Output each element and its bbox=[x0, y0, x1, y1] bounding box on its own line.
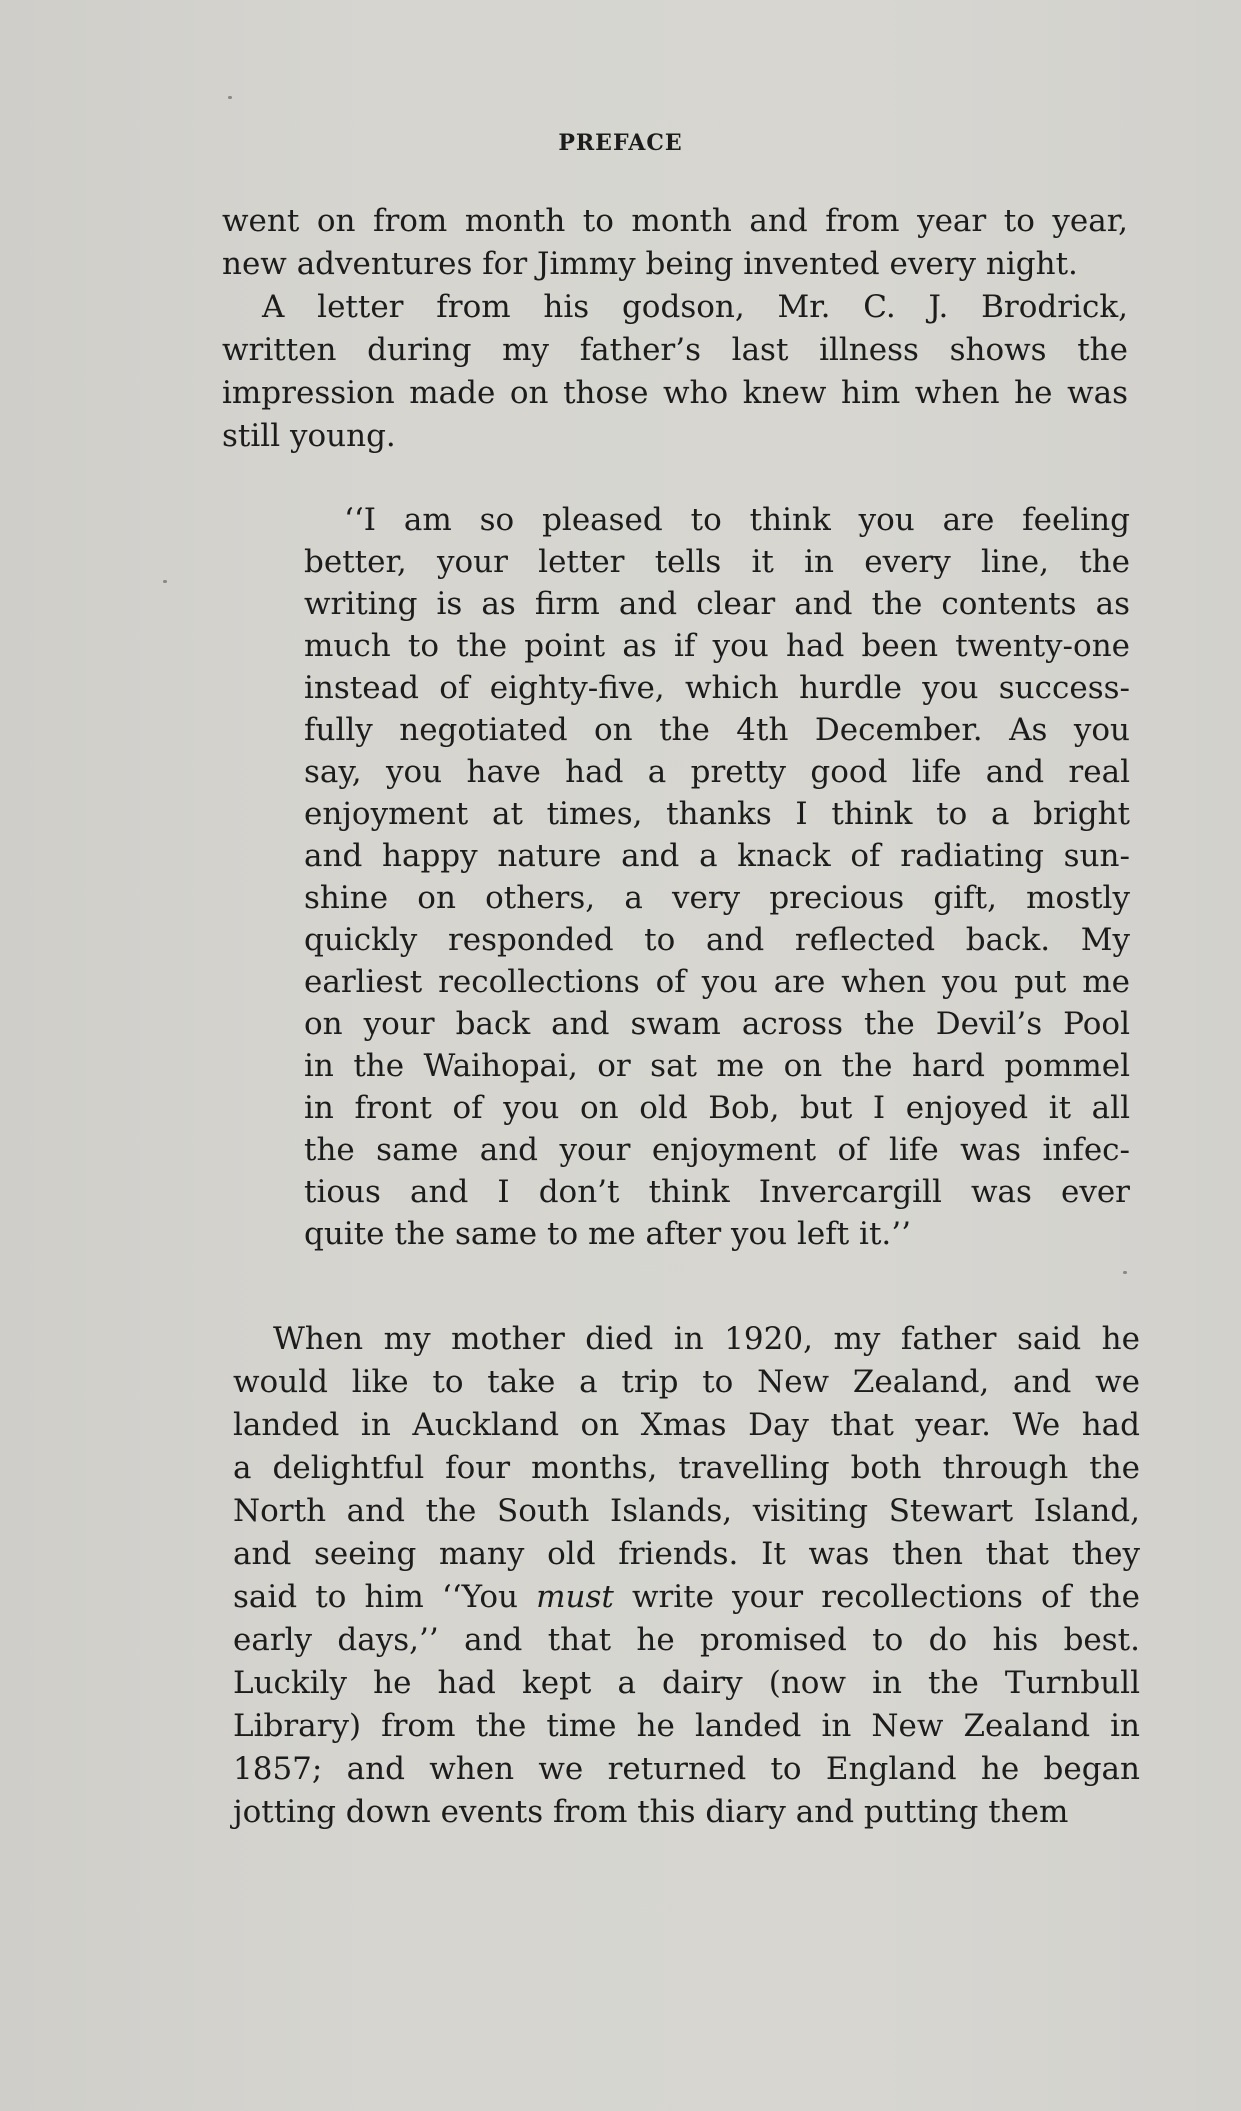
text-line: jotting down events from this diary and putting them bbox=[233, 1794, 1069, 1830]
quote-line: on your back and swam across the Devil’s Pool bbox=[304, 1006, 1130, 1042]
text-line: 1857; and when we returned to England he began bbox=[233, 1751, 1140, 1787]
quote-line: ‘‘I am so pleased to think you are feeling bbox=[344, 502, 1130, 538]
quote-line: instead of eighty-five, which hurdle you success- bbox=[304, 670, 1130, 706]
quote-line: shine on others, a very precious gift, mostly bbox=[304, 880, 1130, 916]
emphasis-text: must bbox=[536, 1579, 614, 1615]
text-line: early days,’’ and that he promised to do his best. bbox=[233, 1622, 1140, 1658]
page-speck bbox=[163, 580, 167, 583]
quote-line: fully negotiated on the 4th December. As you bbox=[304, 712, 1130, 748]
quote-line: quickly responded to and reflected back. My bbox=[304, 922, 1130, 958]
quote-line: the same and your enjoyment of life was infec- bbox=[304, 1132, 1130, 1168]
text-line: and seeing many old friends. It was then that they bbox=[233, 1536, 1140, 1572]
quote-line: better, your letter tells it in every line, the bbox=[304, 544, 1130, 580]
text-line: North and the South Islands, visiting Stewart Island, bbox=[233, 1493, 1140, 1529]
quote-line: in front of you on old Bob, but I enjoyed it all bbox=[304, 1090, 1130, 1126]
page-speck bbox=[1123, 1271, 1127, 1274]
page-speck bbox=[228, 96, 232, 99]
text-line: written during my father’s last illness shows the bbox=[222, 332, 1128, 368]
text-line bbox=[233, 1576, 1140, 1619]
text-line: still young. bbox=[222, 418, 396, 454]
text-line: A letter from his godson, Mr. C. J. Brodrick, bbox=[262, 289, 1128, 325]
quote-line: quite the same to me after you left it.’’ bbox=[304, 1216, 911, 1252]
text-line: a delightful four months, travelling both through the bbox=[233, 1450, 1140, 1486]
text-line: went on from month to month and from year to year, bbox=[222, 203, 1128, 239]
text-line: landed in Auckland on Xmas Day that year. We had bbox=[233, 1407, 1140, 1443]
quote-line: writing is as firm and clear and the contents as bbox=[304, 586, 1130, 622]
text-line: Luckily he had kept a dairy (now in the Turnbull bbox=[233, 1665, 1140, 1701]
text-run: write your recollections of the bbox=[613, 1579, 1140, 1615]
text-line: impression made on those who knew him when he was bbox=[222, 375, 1128, 411]
text-line: would like to take a trip to New Zealand, and we bbox=[233, 1364, 1140, 1400]
quote-line: enjoyment at times, thanks I think to a bright bbox=[304, 796, 1130, 832]
text-line: new adventures for Jimmy being invented every night. bbox=[222, 246, 1078, 282]
quote-line: tious and I don’t think Invercargill was ever bbox=[304, 1174, 1130, 1210]
running-head: PREFACE bbox=[558, 130, 683, 156]
quote-line: much to the point as if you had been twenty-one bbox=[304, 628, 1130, 664]
quote-line: say, you have had a pretty good life and real bbox=[304, 754, 1130, 790]
text-line: When my mother died in 1920, my father said he bbox=[273, 1321, 1140, 1357]
quote-line: in the Waihopai, or sat me on the hard pommel bbox=[304, 1048, 1130, 1084]
text-run: said to him ‘‘You bbox=[233, 1579, 537, 1615]
quote-line: earliest recollections of you are when you put me bbox=[304, 964, 1130, 1000]
quote-line: and happy nature and a knack of radiating sun- bbox=[304, 838, 1130, 874]
text-line: Library) from the time he landed in New Zealand in bbox=[233, 1708, 1140, 1744]
